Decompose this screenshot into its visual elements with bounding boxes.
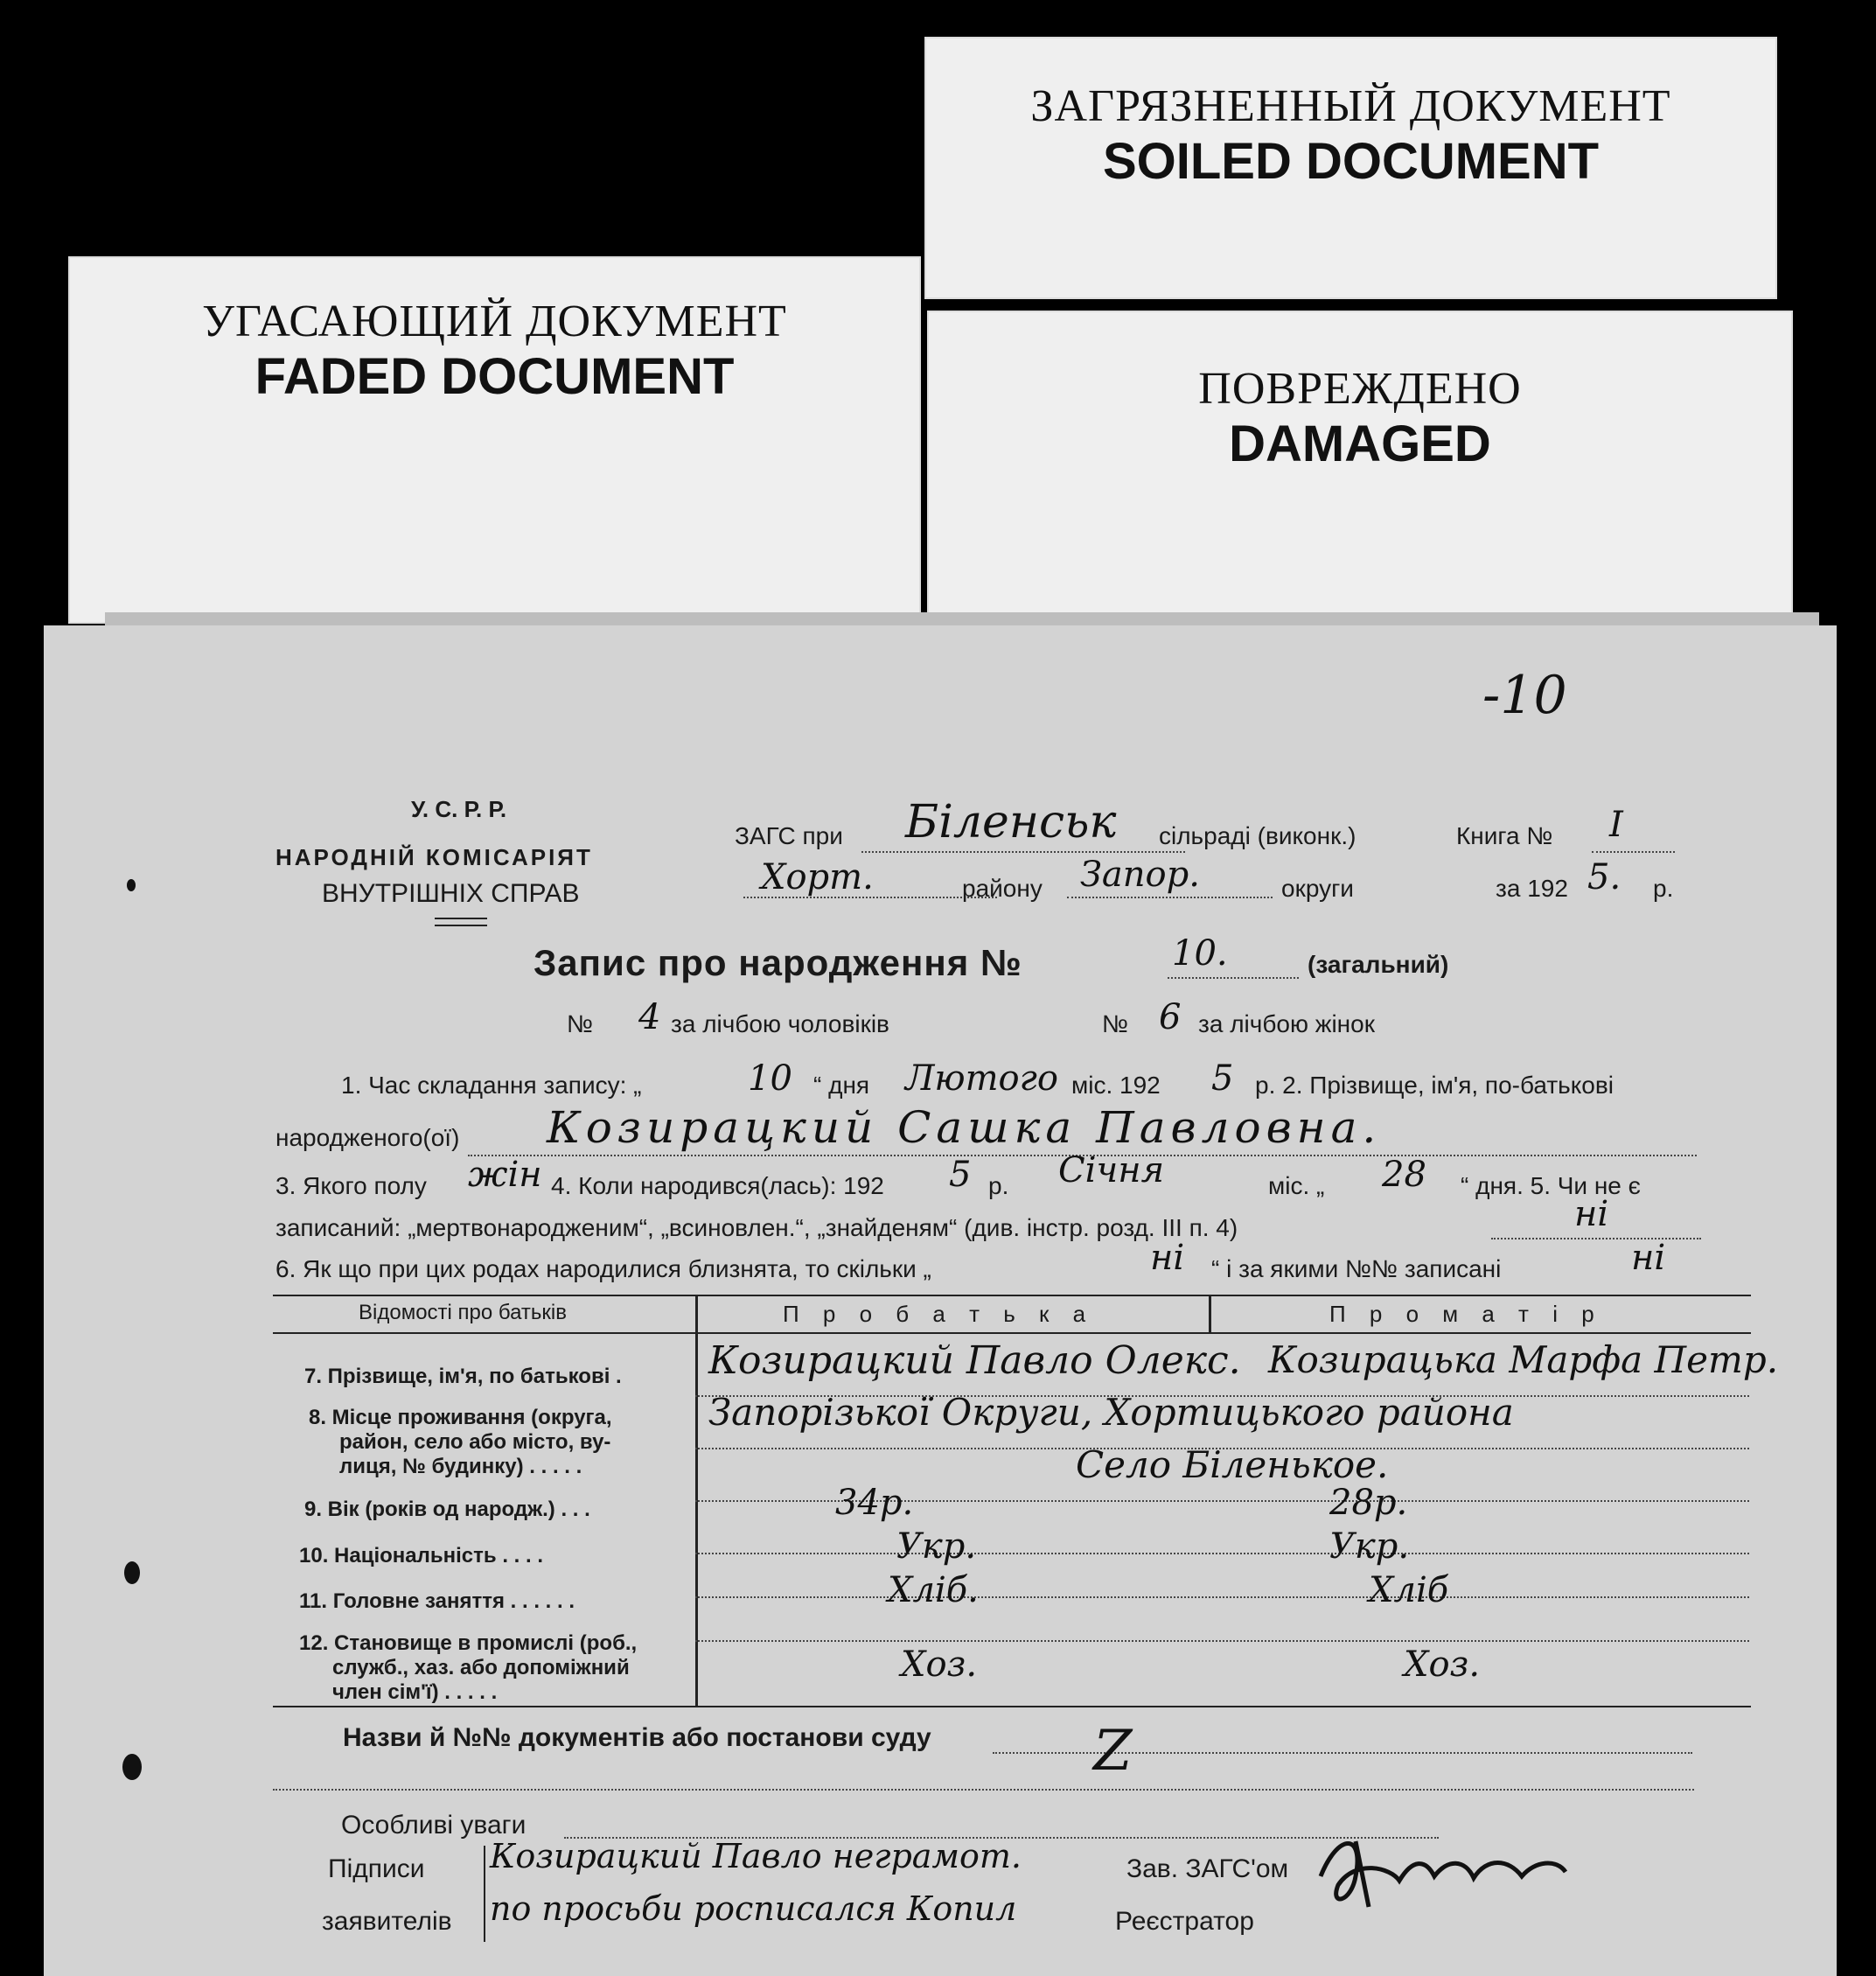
line1-text-a: 1. Час складання запису: „ <box>341 1072 642 1099</box>
book-label: Книга № <box>1456 822 1553 849</box>
line1-text-b: “ дня <box>813 1072 870 1099</box>
damaged-label-ru: ПОВРЕЖДЕНО <box>1198 364 1522 414</box>
row10-label: 10. Національність . . . . <box>299 1544 543 1568</box>
line4-value: ні <box>1574 1194 1609 1234</box>
line1-day: 10 <box>748 1058 792 1099</box>
birth-record-sheet <box>44 625 1837 1976</box>
count-men-prefix: № <box>567 1010 594 1037</box>
count-women-label: за лічбою жінок <box>1198 1010 1375 1037</box>
table-top-border <box>273 1295 1751 1296</box>
soiled-document-card <box>924 37 1777 299</box>
damaged-label-en: DAMAGED <box>1229 415 1491 472</box>
mother-status: Хоз. <box>1404 1644 1481 1685</box>
line3-text-a: 3. Якого полу <box>275 1172 427 1199</box>
line1-text-c: міс. 192 <box>1071 1072 1161 1099</box>
book-underline <box>1592 851 1675 853</box>
line1-year: 5 <box>1211 1058 1234 1099</box>
year-prefix: за 192 <box>1496 875 1568 902</box>
line1-text-d: р. 2. Прізвище, ім'я, по-батькові <box>1255 1072 1614 1099</box>
row12-label-1: 12. Становище в промислі (роб., <box>299 1631 638 1655</box>
year-suffix: р. <box>1653 875 1674 902</box>
table-bottom-border <box>273 1706 1751 1707</box>
count-men-label: за лічбою чоловіків <box>671 1010 889 1037</box>
record-number-underline <box>1168 977 1299 979</box>
table-header-border <box>273 1332 1751 1334</box>
row7-label: 7. Прізвище, ім'я, по батькові . <box>304 1365 622 1388</box>
sex-value: жін <box>468 1155 542 1195</box>
birth-year: 5 <box>949 1155 972 1195</box>
documents-value: Z <box>1093 1719 1133 1784</box>
documents-label: Назви й №№ документів або постанови суду <box>343 1723 931 1752</box>
okrug-underline <box>1067 897 1273 898</box>
signature-line-2: по просьби росписался Копил <box>490 1889 1017 1928</box>
signatures-label: Підписи <box>328 1854 425 1883</box>
row8-label-1: 8. Місце проживання (округа, <box>309 1406 612 1429</box>
okrug-label: округи <box>1281 875 1354 902</box>
line3-text-c: р. <box>988 1172 1009 1199</box>
registrar-signature <box>1303 1824 1592 1934</box>
commissariat-line-1: НАРОДНІЙ КОМІСАРІЯТ <box>275 844 593 870</box>
district-underline <box>743 897 997 898</box>
row11-label: 11. Головне заняття . . . . . . <box>299 1589 575 1613</box>
birth-day: 28 <box>1382 1155 1426 1195</box>
row12-label-2: служб., хаз. або допоміжний <box>332 1656 630 1679</box>
commissariat-line-2: ВНУТРІШНІХ СПРАВ <box>322 879 580 908</box>
applicants-label: заявителів <box>322 1907 452 1936</box>
table-header-father: П р о б а т ь к а <box>783 1301 1095 1327</box>
notes-label: Особливі уваги <box>341 1811 527 1840</box>
punch-hole <box>127 879 136 891</box>
twins-value: ні <box>1631 1238 1666 1278</box>
district-label: району <box>962 875 1043 902</box>
year-value: 5. <box>1587 857 1621 897</box>
line3-text-e: “ дня. 5. Чи не є <box>1461 1172 1641 1199</box>
okrug-value: Запор. <box>1080 855 1200 895</box>
table-column-divider <box>1209 1295 1211 1334</box>
row-divider <box>695 1640 1749 1642</box>
twins-count: ні <box>1150 1238 1185 1278</box>
damaged-card <box>927 311 1793 625</box>
registrar-label: Реєстратор <box>1115 1907 1254 1936</box>
line4-underline <box>1491 1238 1701 1239</box>
head-label: Зав. ЗАГС'ом <box>1126 1854 1289 1883</box>
signature-bracket <box>484 1846 485 1942</box>
header-divider <box>435 918 487 919</box>
table-header-mother: П р о м а т і р <box>1329 1301 1603 1327</box>
signature-line-1: Козирацкий Павло неграмот. <box>490 1837 1022 1875</box>
line3-text-d: міс. „ <box>1268 1172 1325 1199</box>
faded-document-card <box>68 256 921 624</box>
record-title-suffix: (загальний) <box>1308 951 1449 978</box>
row-divider <box>695 1553 1749 1554</box>
line3-text-b: 4. Коли народився(лась): 192 <box>551 1172 884 1199</box>
line1-month: Лютого <box>905 1058 1058 1099</box>
district-value: Хорт. <box>761 857 874 897</box>
father-status: Хоз. <box>901 1644 978 1685</box>
zags-value: Біленськ <box>905 796 1117 848</box>
row8-label-3: лиця, № будинку) . . . . . <box>339 1455 582 1478</box>
birth-month: Січня <box>1058 1150 1165 1190</box>
father-name: Козирацкий Павло Олекс. <box>708 1338 1241 1383</box>
mother-nationality: Укр. <box>1329 1526 1410 1567</box>
zags-suffix: сільраді (виконк.) <box>1159 822 1356 849</box>
page-mark: -10 <box>1482 665 1567 726</box>
mother-age: 28р. <box>1329 1483 1408 1523</box>
row8-label-2: район, село або місто, ву- <box>339 1430 611 1454</box>
ussr-heading: У. С. Р. Р. <box>411 796 507 822</box>
record-number: 10. <box>1172 933 1228 974</box>
father-occupation: Хліб. <box>888 1570 979 1610</box>
line5-text-a: 6. Як що при цих родах народилися близнята, то скільки „ <box>275 1255 931 1282</box>
row9-label: 9. Вік (років од народж.) . . . <box>304 1498 590 1521</box>
mother-name: Козирацька Марфа Петр. <box>1268 1338 1779 1381</box>
faded-label-en: FADED DOCUMENT <box>255 348 735 405</box>
zags-prefix: ЗАГС при <box>735 822 843 849</box>
mother-occupation: Хліб <box>1369 1570 1449 1610</box>
place-line-2: Село Біленькое. <box>1076 1443 1389 1486</box>
count-women-prefix: № <box>1102 1010 1129 1037</box>
record-title: Запис про народження № <box>534 942 1022 983</box>
registrar-signature-scribble <box>1303 1824 1592 1920</box>
soiled-label-ru: ЗАГРЯЗНЕННЫЙ ДОКУМЕНТ <box>1030 81 1671 131</box>
documents-line-2 <box>273 1789 1694 1791</box>
line4-text: записаний: „мертвонародженим“, „всиновлен.“, „знайденям“ (див. інстр. розд. III п. 4) <box>275 1214 1238 1241</box>
row12-label-3: член сім'ї) . . . . . <box>332 1680 498 1704</box>
father-age: 34р. <box>835 1483 914 1523</box>
zags-underline <box>861 851 1185 853</box>
punch-hole <box>122 1754 142 1780</box>
line5-text-b: “ і за якими №№ записані <box>1211 1255 1502 1282</box>
place-line-1: Запорізької Округи, Хортицького района <box>708 1391 1514 1434</box>
faded-label-ru: УГАСАЮЩИЙ ДОКУМЕНТ <box>202 297 787 346</box>
table-header-parents: Відомості про батьків <box>359 1301 567 1324</box>
row-divider <box>695 1596 1749 1598</box>
header-divider <box>435 925 487 926</box>
line2-label: народженого(ої) <box>275 1124 460 1151</box>
punch-hole <box>124 1561 140 1584</box>
father-nationality: Укр. <box>896 1526 977 1567</box>
soiled-label-en: SOILED DOCUMENT <box>1102 133 1600 190</box>
count-men-value: 4 <box>638 997 661 1037</box>
child-name: Козирацкий Сашка Павловна. <box>547 1102 1382 1153</box>
count-women-value: 6 <box>1159 997 1182 1037</box>
book-value: I <box>1609 805 1623 845</box>
